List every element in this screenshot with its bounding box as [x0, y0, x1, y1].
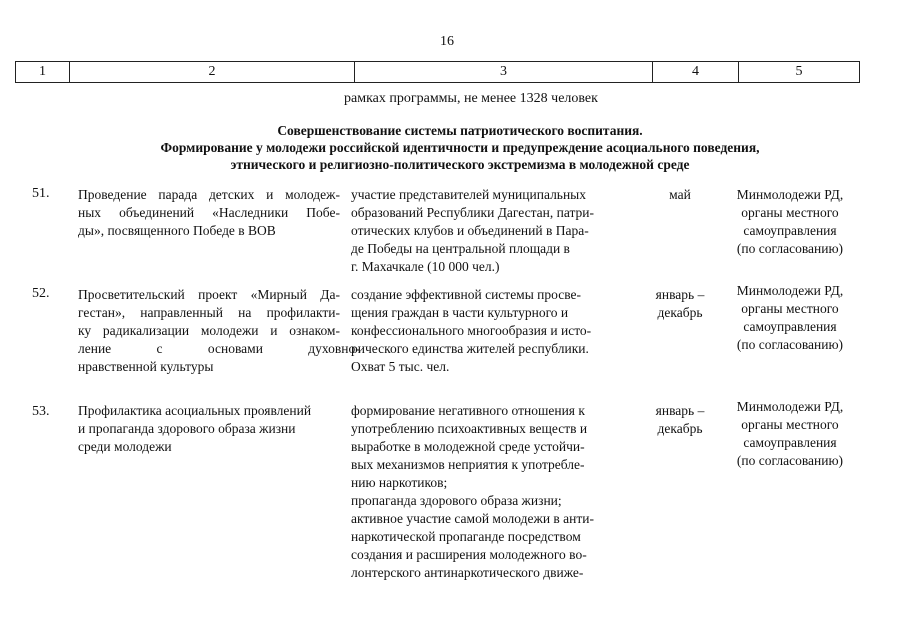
responsible-line: самоуправления — [743, 319, 837, 334]
continuation-text: рамках программы, не менее 1328 человек — [344, 91, 598, 106]
result-line: вых механизмов неприятия к употребле- — [351, 457, 585, 472]
word: и — [270, 323, 278, 338]
section-title — [15, 122, 905, 173]
word: объединений — [119, 205, 195, 220]
activity-line: ление с основами духовно- — [78, 341, 360, 356]
row-period — [642, 402, 718, 438]
result-line: рического единства жителей республики. — [351, 341, 589, 356]
result-line: щения граждан в части культурного и — [351, 305, 569, 320]
word: Просветительский — [78, 287, 185, 302]
period-line: декабрь — [657, 421, 703, 436]
header-col-1: 1 — [16, 62, 70, 82]
row-responsible — [722, 186, 858, 258]
word: Проведение — [78, 187, 147, 202]
word: гестан», — [78, 305, 126, 320]
result-line: участие представителей муниципальных — [351, 187, 587, 202]
result-line: выработке в молодежной среде устойчи- — [351, 439, 585, 454]
activity-line: нравственной культуры — [78, 359, 214, 374]
word: направленный — [140, 305, 223, 320]
result-line: употреблению психоактивных веществ и — [351, 421, 588, 436]
result-line: де Победы на центральной площади в — [351, 241, 570, 256]
word: «Наследники — [212, 205, 289, 220]
row-result — [351, 286, 623, 376]
word: молодежи — [200, 323, 259, 338]
row-result — [351, 186, 623, 276]
responsible-line: самоуправления — [743, 435, 837, 450]
row-result — [351, 402, 623, 582]
row-number: 53. — [32, 404, 50, 419]
activity-line — [78, 322, 340, 340]
result-line: лонтерского антинаркотического движе- — [351, 565, 584, 580]
period-line: январь – — [655, 403, 705, 418]
row-activity — [78, 186, 340, 240]
result-line: наркотической пропаганде посредством — [351, 529, 581, 544]
responsible-line: (по согласованию) — [736, 453, 844, 468]
row-number: 52. — [32, 286, 50, 301]
header-col-5: 5 — [795, 64, 803, 79]
word: и — [266, 187, 274, 202]
header-col-3: 3 — [355, 62, 653, 82]
row-period — [642, 286, 718, 322]
activity-line: ды», посвященного Победе в ВОВ — [78, 223, 276, 238]
result-line: формирование негативного отношения к — [351, 403, 585, 418]
result-line: пропаганда здорового образа жизни; — [351, 493, 562, 508]
section-title-line-1: Совершенствование системы патриотического воспитания. — [277, 123, 643, 138]
activity-line: среди молодежи — [78, 439, 172, 454]
word: детских — [208, 187, 255, 202]
row-responsible — [722, 282, 858, 354]
responsible-line: (по согласованию) — [736, 337, 844, 352]
word: профилакти- — [266, 305, 340, 320]
word: проект — [198, 287, 238, 302]
word: Да- — [320, 287, 340, 302]
table-header — [15, 61, 860, 83]
row-activity — [78, 402, 340, 456]
result-line: г. Махачкале (10 000 чел.) — [351, 259, 500, 274]
responsible-line: органы местного — [741, 417, 839, 432]
section-title-line-2: Формирование у молодежи российской идентичности и предупреждение асоциального поведения, — [160, 140, 760, 155]
header-col-2: 2 — [70, 62, 355, 82]
word: радикализации — [102, 323, 190, 338]
result-line: создание эффективной системы просве- — [351, 287, 582, 302]
responsible-line: Минмолодежи РД, — [736, 283, 844, 298]
word: ных — [78, 205, 102, 220]
row-number: 51. — [32, 186, 50, 201]
word: парада — [158, 187, 198, 202]
responsible-line: органы местного — [741, 205, 839, 220]
page-number: 16 — [440, 34, 454, 49]
result-line: конфессионального многообразия и исто- — [351, 323, 592, 338]
word: ознаком- — [289, 323, 340, 338]
responsible-line: органы местного — [741, 301, 839, 316]
activity-line — [78, 186, 340, 204]
result-line: образований Республики Дагестан, патри- — [351, 205, 595, 220]
period-line: май — [669, 187, 691, 202]
word: ку — [78, 323, 92, 338]
period-line: январь – — [655, 287, 705, 302]
activity-line — [78, 304, 340, 322]
responsible-line: (по согласованию) — [736, 241, 844, 256]
responsible-line: Минмолодежи РД, — [736, 187, 844, 202]
row-activity — [78, 286, 360, 376]
result-line: создания и расширения молодежного во- — [351, 547, 587, 562]
row-period — [642, 186, 718, 204]
activity-line — [78, 286, 340, 304]
activity-line: и пропаганда здорового образа жизни — [78, 421, 296, 436]
result-line: Охват 5 тыс. чел. — [351, 359, 450, 374]
header-col-4: 4 — [653, 62, 739, 82]
result-line: активное участие самой молодежи в анти- — [351, 511, 595, 526]
activity-line: Профилактика асоциальных проявлений — [78, 403, 312, 418]
section-title-line-3: этнического и религиозно-политического экстремизма в молодежной среде — [230, 157, 690, 172]
row-responsible — [722, 398, 858, 470]
result-line: отических клубов и объединений в Пара- — [351, 223, 589, 238]
responsible-line: самоуправления — [743, 223, 837, 238]
responsible-line: Минмолодежи РД, — [736, 399, 844, 414]
result-line: нию наркотиков; — [351, 475, 448, 490]
word: «Мирный — [250, 287, 307, 302]
period-line: декабрь — [657, 305, 703, 320]
word: Побе- — [306, 205, 340, 220]
activity-line — [78, 204, 340, 222]
word: молодеж- — [285, 187, 340, 202]
word: на — [238, 305, 252, 320]
